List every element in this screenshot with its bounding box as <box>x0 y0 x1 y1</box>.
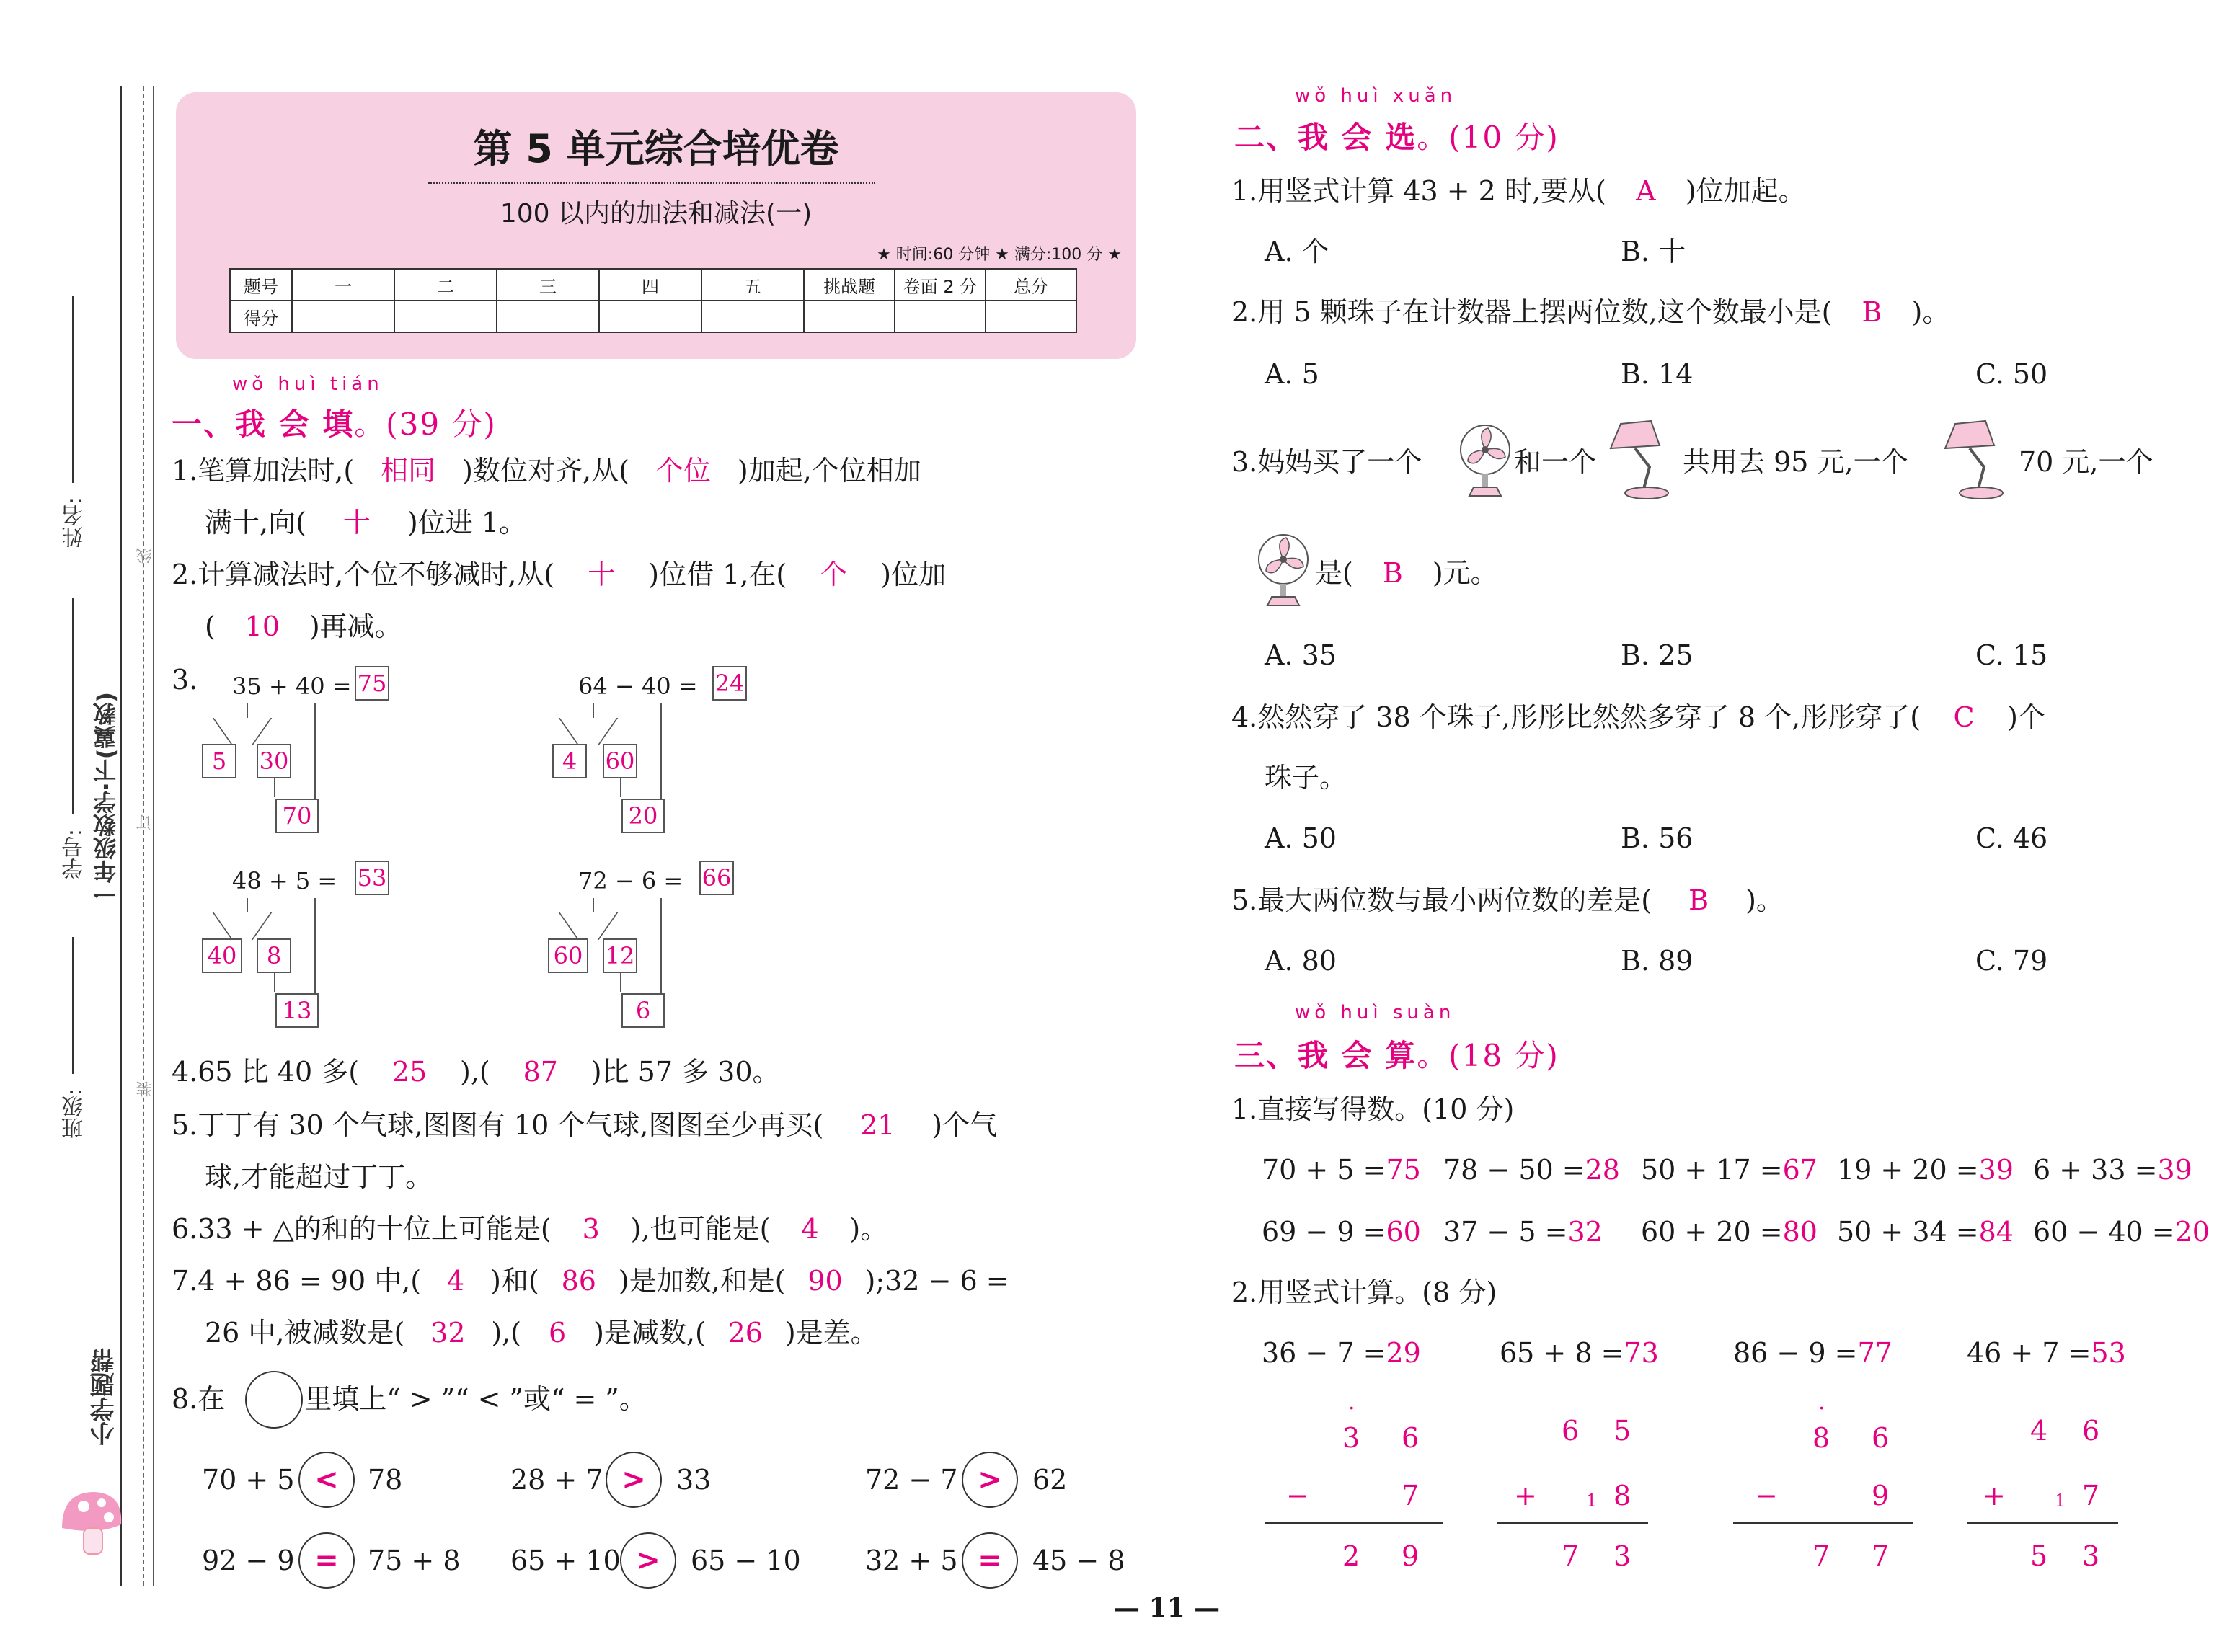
answer[interactable]: 39 <box>2157 1154 2192 1186</box>
vertical-digit: 8 <box>1812 1422 1830 1454</box>
option-a[interactable]: A. 5 <box>1265 358 1319 390</box>
split-line <box>593 703 594 718</box>
split-line <box>559 912 580 940</box>
compare-circle[interactable]: > <box>606 1452 662 1508</box>
equation-answer-box[interactable]: 66 <box>699 861 734 895</box>
sum-box[interactable]: 70 <box>275 799 319 833</box>
section-1-points: 。(39 分) <box>354 407 497 442</box>
score-input-cell[interactable] <box>895 301 986 332</box>
s2-q3-text-3: 共用去 95 元,一个 <box>1683 446 1908 478</box>
s1-q5-line2: 球,才能超过丁丁。 <box>205 1161 433 1193</box>
vertical-digit: 5 <box>2030 1540 2048 1572</box>
name-label: 姓名: <box>62 497 87 549</box>
expr: 6 + 33 = <box>2033 1154 2158 1186</box>
s2-q1 <box>1231 177 1806 205</box>
vertical-calc-expr <box>1262 1339 1421 1367</box>
vertical-digit: 7 <box>1402 1480 1420 1511</box>
option-a[interactable]: A. 个 <box>1265 236 1329 267</box>
text: 7.4 + 86 = 90 中,( <box>172 1265 422 1297</box>
vertical-operator: + <box>1983 1480 2006 1511</box>
answer-blank[interactable]: B <box>1382 557 1403 589</box>
split-line <box>593 898 594 912</box>
s2-q3-line2 <box>1315 559 1498 587</box>
split-line <box>247 703 248 718</box>
fan-icon <box>1455 421 1515 500</box>
text: 8.在 <box>172 1383 226 1415</box>
answer[interactable]: 84 <box>1978 1216 2014 1248</box>
answer[interactable]: 73 <box>1624 1337 1659 1369</box>
answer-blank[interactable]: 26 <box>727 1317 763 1349</box>
compare-right: 45 − 8 <box>1032 1545 1125 1576</box>
vertical-digit: 3 <box>1613 1540 1631 1572</box>
s2-q3-text-2: 和一个 <box>1514 446 1597 478</box>
vertical-digit: 6 <box>1562 1415 1580 1447</box>
answer-blank[interactable]: 相同 <box>381 455 436 487</box>
oral-calc <box>2033 1156 2192 1184</box>
vertical-calc-expr <box>1967 1339 2126 1367</box>
oral-calc <box>1262 1156 1421 1184</box>
option-a[interactable]: A. 80 <box>1265 945 1337 977</box>
compare-right: 62 <box>1032 1464 1068 1496</box>
vertical-digit: 6 <box>1402 1422 1420 1454</box>
vertical-digit: 8 <box>1613 1480 1631 1511</box>
option-b[interactable]: B. 56 <box>1621 822 1694 854</box>
s2-q3-text-1: 3.妈妈买了一个 <box>1231 446 1422 478</box>
section-1-heading: 一、我 会 填 <box>172 407 355 442</box>
text: ( <box>205 610 216 642</box>
option-a[interactable]: A. 50 <box>1265 822 1337 854</box>
split-box[interactable]: 60 <box>548 938 588 973</box>
split-line <box>559 718 580 745</box>
equation-expr: 48 + 5 = <box>232 867 337 894</box>
s2-q4-line2: 珠子。 <box>1265 762 1347 794</box>
text: 5.最大两位数与最小两位数的差是( <box>1231 884 1652 916</box>
text: 4.然然穿了 38 个珠子,彤彤比然然多穿了 8 个,彤彤穿了( <box>1231 701 1921 733</box>
vertical-rule <box>1967 1522 2118 1524</box>
s3-q2-title: 2.用竖式计算。(8 分) <box>1231 1276 1497 1308</box>
vertical-calc-expr <box>1733 1339 1892 1367</box>
binding-line-inner <box>153 86 154 1586</box>
answer[interactable]: 67 <box>1782 1154 1818 1186</box>
score-input-cell[interactable] <box>701 301 804 332</box>
text: )是差。 <box>784 1317 878 1349</box>
text: )是加数,和是( <box>618 1265 786 1297</box>
equation-answer-box[interactable]: 75 <box>355 666 389 701</box>
section-2-heading: 二、我 会 选 <box>1234 120 1417 155</box>
vertical-digit: 6 <box>1872 1422 1890 1454</box>
desk-lamp-icon <box>1606 417 1681 503</box>
score-table-cell: 一 <box>292 269 394 301</box>
vertical-digit: 2 <box>1342 1540 1360 1572</box>
sum-box[interactable]: 20 <box>621 799 665 833</box>
expr: 60 + 20 = <box>1641 1216 1783 1248</box>
page-subtitle: 100 以内的加法和减法(一) <box>500 199 813 228</box>
split-line <box>598 718 619 745</box>
bracket-line <box>314 703 316 804</box>
equation-expr: 72 − 6 = <box>578 867 683 894</box>
s2-q5 <box>1231 884 1784 916</box>
s2-q2 <box>1231 298 1949 326</box>
s1-q1-line1 <box>172 455 921 487</box>
class-field-line <box>72 937 74 1074</box>
split-line <box>213 718 234 745</box>
oral-calc <box>1641 1156 1818 1184</box>
line-char-2: 订 <box>136 814 154 830</box>
vertical-calc-expr <box>1500 1339 1659 1367</box>
s1-q2-line2 <box>205 610 402 642</box>
sum-box[interactable]: 6 <box>621 993 665 1028</box>
compare-circle[interactable]: > <box>962 1452 1018 1508</box>
section-1-title <box>172 401 497 444</box>
equation-expr: 35 + 40 = <box>232 672 352 700</box>
compare-right: 75 + 8 <box>368 1545 461 1576</box>
vertical-digit: 7 <box>1872 1540 1890 1572</box>
vertical-digit: 5 <box>1613 1415 1631 1447</box>
oral-calc <box>1443 1156 1620 1184</box>
s1-q7-line1 <box>172 1265 1009 1297</box>
vertical-digit: 7 <box>2082 1480 2100 1511</box>
expr: 86 − 9 = <box>1733 1337 1858 1369</box>
split-box[interactable]: 8 <box>257 938 291 973</box>
fan-icon <box>1253 530 1314 610</box>
vertical-digit: 7 <box>1812 1540 1830 1572</box>
answer[interactable]: 29 <box>1386 1337 1421 1369</box>
split-line <box>213 912 234 940</box>
borrow-dot: · <box>1348 1396 1355 1421</box>
section-2-points: 。(10 分) <box>1417 120 1559 155</box>
vertical-digit: 7 <box>1562 1540 1580 1572</box>
compare-circle[interactable]: > <box>620 1532 676 1589</box>
expr: 36 − 7 = <box>1262 1337 1386 1369</box>
option-c[interactable]: C. 50 <box>1975 358 2048 390</box>
option-c[interactable]: C. 46 <box>1975 822 2048 854</box>
score-input-cell[interactable] <box>497 301 599 332</box>
text: )位进 1。 <box>407 507 526 538</box>
score-table <box>229 268 1077 333</box>
answer-blank[interactable]: 21 <box>860 1109 895 1141</box>
vertical-digit: 3 <box>1342 1422 1360 1454</box>
text: 是( <box>1315 557 1353 589</box>
text: )数位对齐,从( <box>462 455 629 487</box>
score-table-cell: 四 <box>599 269 701 301</box>
vertical-operator: − <box>1286 1480 1309 1511</box>
compare-circle[interactable]: = <box>298 1532 355 1589</box>
desk-lamp-icon <box>1941 417 2016 503</box>
answer[interactable]: 28 <box>1585 1154 1620 1186</box>
bracket-line <box>620 778 621 797</box>
oral-calc <box>1837 1216 2014 1248</box>
text: 满十,向( <box>205 507 306 538</box>
bracket-line <box>660 703 662 804</box>
split-box[interactable]: 40 <box>202 938 242 973</box>
answer-blank[interactable]: 个位 <box>655 455 711 487</box>
answer-blank[interactable]: B <box>1688 884 1709 916</box>
sum-box[interactable]: 13 <box>275 993 319 1028</box>
answer[interactable]: 39 <box>1978 1154 2014 1186</box>
expr: 60 − 40 = <box>2033 1216 2175 1248</box>
text: )加起,个位相加 <box>737 455 921 487</box>
section-3-points: 。(18 分) <box>1417 1038 1559 1073</box>
compare-left: 28 + 7 <box>510 1464 603 1496</box>
answer[interactable]: 60 <box>1386 1216 1421 1248</box>
score-table-cell: 挑战题 <box>804 269 895 301</box>
bracket-line <box>274 973 275 992</box>
score-input-cell[interactable] <box>394 301 497 332</box>
compare-left: 92 − 9 <box>202 1545 295 1576</box>
score-table-header-row <box>230 269 1076 301</box>
answer-blank[interactable]: 个 <box>820 559 848 590</box>
score-table-cell: 二 <box>394 269 497 301</box>
split-box[interactable]: 5 <box>202 744 236 778</box>
title-divider <box>428 182 875 184</box>
expr: 50 + 17 = <box>1641 1154 1783 1186</box>
carry-digit: 1 <box>2055 1491 2066 1511</box>
line-char-3: 装 <box>136 1081 154 1097</box>
text: 6.33 + △的和的十位上可能是( <box>172 1213 552 1245</box>
answer-blank[interactable]: 10 <box>244 610 280 642</box>
answer-blank[interactable]: 4 <box>801 1213 819 1245</box>
answer[interactable]: 20 <box>2174 1216 2210 1248</box>
oral-calc <box>1641 1216 1818 1248</box>
text: 4.65 比 40 多( <box>172 1056 360 1088</box>
s1-q7-line2 <box>205 1317 878 1349</box>
exam-header <box>176 92 1136 359</box>
split-diagram-4 <box>545 856 761 1036</box>
text: 26 中,被减数是( <box>205 1317 405 1349</box>
compare-left: 72 − 7 <box>865 1464 958 1496</box>
option-b[interactable]: B. 25 <box>1621 639 1694 671</box>
brand-label: 小学题帮 <box>90 1348 119 1446</box>
answer-blank[interactable]: 86 <box>561 1265 596 1297</box>
expr: 69 − 9 = <box>1262 1216 1386 1248</box>
vertical-digit: 6 <box>2082 1415 2100 1447</box>
bracket-line <box>660 898 662 999</box>
equation-answer-box[interactable]: 24 <box>712 666 747 701</box>
answer-blank[interactable]: C <box>1953 701 1975 733</box>
answer-blank[interactable]: 4 <box>447 1265 465 1297</box>
vertical-digit: 4 <box>2030 1415 2048 1447</box>
equation-expr: 64 − 40 = <box>578 672 698 700</box>
score-table-cell: 得分 <box>230 301 292 332</box>
answer-blank[interactable]: 3 <box>582 1213 600 1245</box>
split-box[interactable]: 30 <box>257 744 291 778</box>
answer-blank[interactable]: 90 <box>807 1265 843 1297</box>
vertical-rule <box>1265 1522 1443 1524</box>
text: )。 <box>1911 296 1950 328</box>
s1-q4 <box>172 1056 780 1088</box>
answer-blank[interactable]: 十 <box>588 559 616 590</box>
answer-blank[interactable]: 6 <box>548 1317 567 1349</box>
vertical-rule <box>1733 1522 1913 1524</box>
score-input-cell[interactable] <box>804 301 895 332</box>
oral-calc <box>2033 1216 2210 1248</box>
expr: 19 + 20 = <box>1837 1154 1979 1186</box>
class-label: 班级: <box>62 1088 87 1140</box>
text: 2.用 5 颗珠子在计数器上摆两位数,这个数最小是( <box>1231 296 1833 328</box>
vertical-digit: 3 <box>2082 1540 2100 1572</box>
text: )位加起。 <box>1685 175 1806 207</box>
expr: 70 + 5 = <box>1262 1154 1386 1186</box>
answer-blank[interactable]: B <box>1861 296 1882 328</box>
s1-q5-line1 <box>172 1111 997 1139</box>
text: 1.笔算加法时,( <box>172 455 355 487</box>
split-box[interactable]: 4 <box>552 744 587 778</box>
id-field-line <box>72 598 74 814</box>
text: 里填上“ > ”“ < ”或“ = ”。 <box>304 1383 647 1415</box>
expr: 78 − 50 = <box>1443 1154 1585 1186</box>
s2-q3-text-4: 70 元,一个 <box>2019 446 2153 478</box>
text: )个 <box>2007 701 2045 733</box>
text: )位借 1,在( <box>648 559 787 590</box>
text: )元。 <box>1432 557 1498 589</box>
text: 1.用竖式计算 43 + 2 时,要从( <box>1231 175 1606 207</box>
expr: 65 + 8 = <box>1500 1337 1624 1369</box>
line-char-1: 线 <box>136 548 154 564</box>
split-diagram-1 <box>199 662 415 842</box>
answer-blank[interactable]: A <box>1636 175 1656 207</box>
split-line <box>247 898 248 912</box>
option-b[interactable]: B. 十 <box>1621 236 1686 267</box>
bracket-line <box>274 778 275 797</box>
s2-q4-line1 <box>1231 703 2045 731</box>
answer-blank[interactable]: 32 <box>430 1317 466 1349</box>
option-c[interactable]: C. 15 <box>1975 639 2048 671</box>
answer[interactable]: 53 <box>2091 1337 2126 1369</box>
equation-answer-box[interactable]: 53 <box>355 861 389 895</box>
s3-q1-title: 1.直接写得数。(10 分) <box>1231 1093 1515 1125</box>
text: )和( <box>490 1265 539 1297</box>
score-table-cell: 三 <box>497 269 599 301</box>
option-b[interactable]: B. 14 <box>1621 358 1694 390</box>
answer[interactable]: 80 <box>1782 1216 1818 1248</box>
answer[interactable]: 32 <box>1567 1216 1603 1248</box>
option-a[interactable]: A. 35 <box>1265 639 1337 671</box>
score-input-cell[interactable] <box>292 301 394 332</box>
split-line <box>252 718 273 745</box>
answer-blank[interactable]: 87 <box>523 1056 558 1088</box>
compare-circle[interactable]: < <box>298 1452 355 1508</box>
score-input-cell[interactable] <box>599 301 701 332</box>
vertical-operator: − <box>1755 1480 1778 1511</box>
bracket-line <box>620 973 621 992</box>
s1-q2-line1 <box>172 561 946 588</box>
score-table-score-row <box>230 301 1076 332</box>
book-label: 一年级数学·下(冀教) <box>92 692 120 907</box>
section-3-pinyin: wǒ huì suàn <box>1295 1002 1456 1023</box>
page-number: — 11 — <box>1114 1593 1221 1623</box>
option-b[interactable]: B. 89 <box>1621 945 1694 977</box>
name-field-line <box>72 296 74 483</box>
s1-q1-line2 <box>205 509 526 536</box>
split-line <box>598 912 619 940</box>
text: )。 <box>1745 884 1784 916</box>
vertical-digit: 9 <box>1872 1480 1890 1511</box>
vertical-digit: 9 <box>1402 1540 1420 1572</box>
compare-left: 65 + 10 <box>510 1545 621 1576</box>
vertical-operator: + <box>1514 1480 1537 1511</box>
score-input-cell[interactable] <box>986 301 1076 332</box>
text: ),( <box>491 1317 522 1349</box>
text: 5.丁丁有 30 个气球,图图有 10 个气球,图图至少再买( <box>172 1109 824 1141</box>
score-table-cell: 五 <box>701 269 804 301</box>
compare-left: 70 + 5 <box>202 1464 295 1496</box>
oral-calc <box>1837 1156 2014 1184</box>
text: )再减。 <box>309 610 402 642</box>
compare-left: 32 + 5 <box>865 1545 958 1576</box>
text: ),也可能是( <box>630 1213 771 1245</box>
text: )。 <box>849 1213 888 1245</box>
section-3-title <box>1234 1032 1559 1075</box>
split-line <box>252 912 273 940</box>
section-2-pinyin: wǒ huì xuǎn <box>1295 85 1457 107</box>
text: )个气 <box>931 1109 998 1141</box>
expr: 46 + 7 = <box>1967 1337 2091 1369</box>
id-label: 学号: <box>62 829 87 880</box>
answer-blank[interactable]: 25 <box>391 1056 428 1088</box>
text: 2.计算减法时,个位不够减时,从( <box>172 559 555 590</box>
bracket-line <box>314 898 316 999</box>
compare-right: 78 <box>368 1464 403 1496</box>
compare-right: 33 <box>676 1464 712 1496</box>
s1-q3-number: 3. <box>172 664 198 696</box>
s1-q8-intro <box>172 1385 647 1413</box>
s1-q6 <box>172 1215 887 1243</box>
oral-calc <box>1262 1216 1421 1248</box>
binding-line-dashed <box>143 86 144 1586</box>
text: )位加 <box>880 559 947 590</box>
page-title: 第 5 单元综合培优卷 <box>473 126 839 172</box>
split-diagram-2 <box>545 662 761 842</box>
answer[interactable]: 77 <box>1857 1337 1892 1369</box>
score-table-cell: 题号 <box>230 269 292 301</box>
expr: 50 + 34 = <box>1837 1216 1979 1248</box>
borrow-dot: · <box>1818 1396 1825 1421</box>
split-diagram-3 <box>199 856 415 1036</box>
text: )比 57 多 30。 <box>590 1056 780 1088</box>
score-table-cell: 总分 <box>986 269 1076 301</box>
text: ),( <box>460 1056 490 1088</box>
vertical-rule <box>1497 1522 1648 1524</box>
compare-circle[interactable]: = <box>962 1532 1018 1589</box>
split-box[interactable]: 60 <box>603 744 637 778</box>
mushroom-icon <box>55 1485 127 1564</box>
text: )是减数,( <box>593 1317 706 1349</box>
section-1-pinyin: wǒ huì tián <box>232 373 384 395</box>
example-circle <box>245 1371 303 1429</box>
answer[interactable]: 75 <box>1386 1154 1421 1186</box>
answer-blank[interactable]: 十 <box>342 507 371 538</box>
exam-info: ★ 时间:60 分钟 ★ 满分:100 分 ★ <box>877 246 1122 264</box>
section-2-title <box>1234 114 1559 157</box>
expr: 37 − 5 = <box>1443 1216 1568 1248</box>
option-c[interactable]: C. 79 <box>1975 945 2048 977</box>
split-box[interactable]: 12 <box>603 938 637 973</box>
text: );32 − 6 = <box>864 1265 1009 1297</box>
section-3-heading: 三、我 会 算 <box>1234 1038 1417 1073</box>
oral-calc <box>1443 1216 1603 1248</box>
carry-digit: 1 <box>1586 1491 1598 1511</box>
compare-right: 65 − 10 <box>691 1545 801 1576</box>
score-table-cell: 卷面 2 分 <box>895 269 986 301</box>
